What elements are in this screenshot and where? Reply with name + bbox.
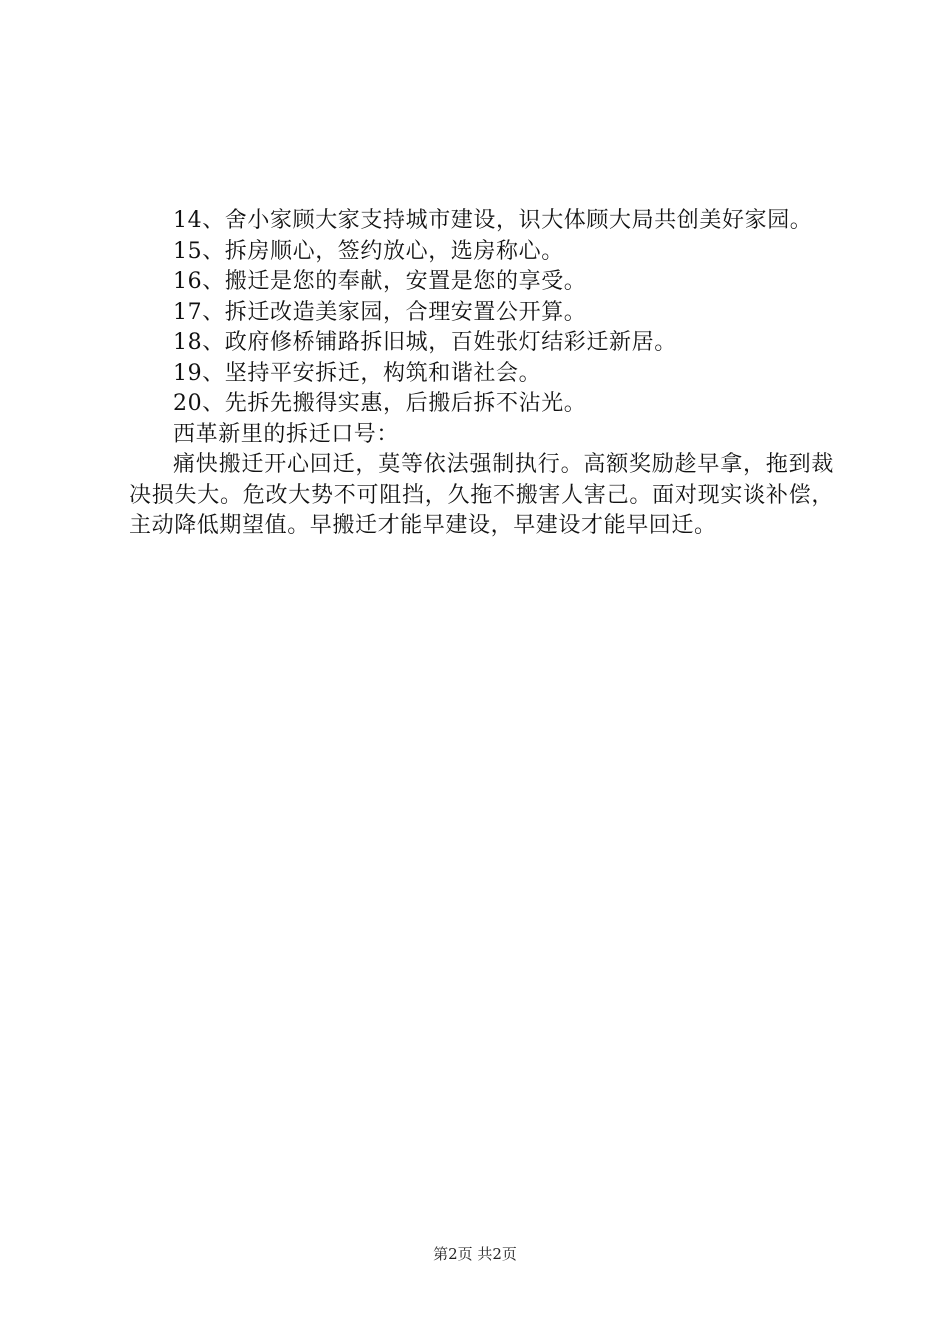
slogan-20: 20、先拆先搬得实惠，后搬后拆不沾光。 (173, 391, 587, 416)
slogan-18: 18、政府修桥铺路拆旧城，百姓张灯结彩迁新居。 (173, 330, 677, 355)
slogan-14: 14、舍小家顾大家支持城市建设，识大体顾大局共创美好家园。 (173, 208, 813, 233)
section-heading: 西革新里的拆迁口号： (173, 421, 400, 447)
slogan-19: 19、坚持平安拆迁，构筑和谐社会。 (173, 360, 542, 386)
document-body (129, 206, 834, 542)
page-footer: 第2页 共2页 (433, 1245, 517, 1263)
slogan-17: 17、拆迁改造美家园，合理安置公开算。 (173, 299, 587, 325)
slogan-15: 15、拆房顺心，签约放心，选房称心。 (173, 238, 564, 264)
slogan-16: 16、搬迁是您的奉献，安置是您的享受。 (173, 269, 587, 294)
section-paragraph: 痛快搬迁开心回迁，莫等依法强制执行。高额奖励趁早拿，拖到裁决损失大。危改大势不可阻挡，久拖不搬害人害己。面对现实谈补偿，主动降低期望值。早搬迁才能早建设，早建设才能早回迁。 (129, 452, 834, 538)
